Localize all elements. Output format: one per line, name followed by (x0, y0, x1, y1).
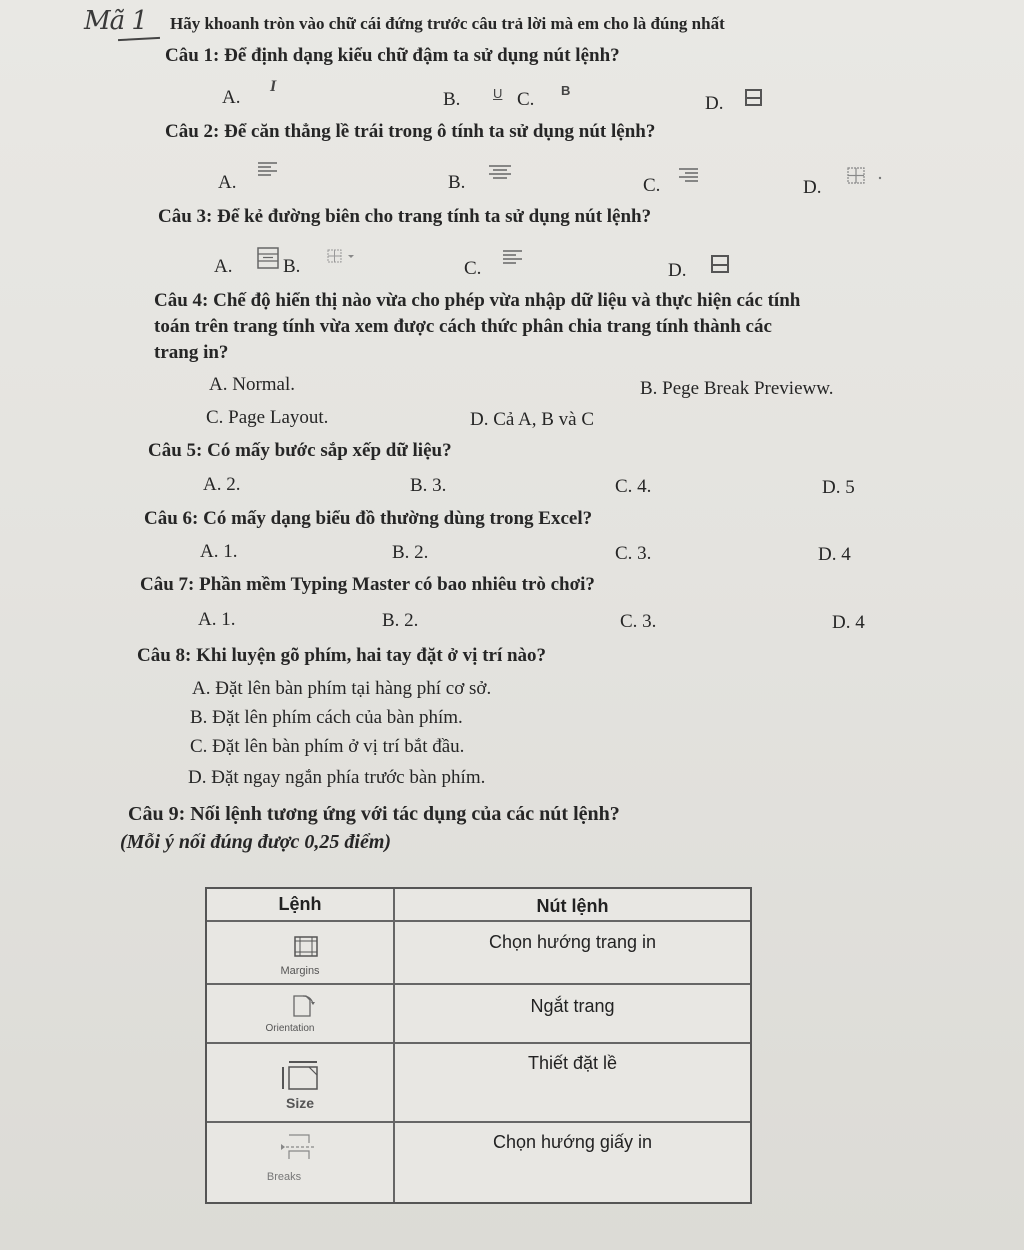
q3-option-c[interactable]: C. (464, 258, 482, 279)
margins-label: Margins (280, 965, 320, 977)
border-bottom-icon (710, 254, 732, 276)
q2-option-b[interactable]: B. (448, 172, 466, 193)
q2-option-a[interactable]: A. (218, 172, 237, 193)
breaks-icon (279, 1132, 319, 1162)
q3-option-b[interactable]: B. (283, 256, 301, 277)
align-center-icon (487, 163, 513, 181)
orientation-icon (291, 993, 319, 1019)
table-row-divider (207, 983, 750, 985)
margins-icon (293, 935, 319, 959)
question-4-title-line2: toán trên trang tính vừa xem được cách thức phân chia trang tính thành các (154, 316, 772, 337)
q7-option-c[interactable]: C. 3. (620, 611, 657, 632)
q1-option-d[interactable]: D. (705, 93, 724, 114)
q2-option-d[interactable]: D. (803, 177, 822, 198)
q4-option-b[interactable]: B. Pege Break Previeww. (640, 378, 834, 399)
q6-option-b[interactable]: B. 2. (392, 542, 429, 563)
question-9-title: Câu 9: Nối lệnh tương ứng với tác dụng của các nút lệnh? (128, 803, 620, 825)
q1-option-a[interactable]: A. (222, 87, 241, 108)
effect-row-4: Chọn hướng giấy in (493, 1132, 652, 1152)
handwritten-underline (118, 37, 160, 41)
effect-row-2: Ngắt trang (530, 996, 615, 1016)
q4-option-a[interactable]: A. Normal. (209, 374, 296, 395)
q8-option-d[interactable]: D. Đặt ngay ngắn phía trước bàn phím. (188, 767, 486, 788)
q7-option-a[interactable]: A. 1. (198, 609, 236, 630)
q5-option-d[interactable]: D. 5 (822, 477, 855, 498)
q3-option-d[interactable]: D. (668, 260, 687, 281)
question-5-title: Câu 5: Có mấy bước sắp xếp dữ liệu? (148, 440, 452, 461)
italic-icon: I (270, 78, 277, 95)
table-header-divider (207, 920, 750, 922)
align-left-icon (256, 160, 280, 178)
align-right-icon (677, 166, 701, 184)
size-label: Size (285, 1095, 314, 1111)
question-9-note: (Mỗi ý nối đúng được 0,25 điểm) (120, 831, 392, 853)
orientation-label: Orientation (265, 1023, 315, 1034)
q2-option-c[interactable]: C. (643, 175, 661, 196)
matching-table (205, 887, 752, 1204)
question-1-title: Câu 1: Để định dạng kiểu chữ đậm ta sử dụng nút lệnh? (165, 45, 620, 66)
q8-option-a[interactable]: A. Đặt lên bàn phím tại hàng phí cơ sở. (192, 678, 492, 699)
instruction: Hãy khoanh tròn vào chữ cái đứng trước câu trả lời mà em cho là đúng nhất (170, 14, 725, 33)
q5-option-b[interactable]: B. 3. (410, 475, 447, 496)
q8-option-c[interactable]: C. Đặt lên bàn phím ở vị trí bắt đầu. (190, 736, 465, 757)
question-4-title-line1: Câu 4: Chế độ hiển thị nào vừa cho phép vừa nhập dữ liệu và thực hiện các tính (154, 290, 801, 311)
question-2-title: Câu 2: Để căn thẳng lề trái trong ô tính ta sử dụng nút lệnh? (165, 121, 656, 142)
q1-option-c[interactable]: C. (517, 89, 535, 110)
size-icon (279, 1059, 323, 1091)
q3-option-a[interactable]: A. (214, 256, 233, 277)
q6-option-c[interactable]: C. 3. (615, 543, 652, 564)
q7-option-b[interactable]: B. 2. (382, 610, 419, 631)
breaks-label: Breaks (266, 1171, 302, 1183)
handwritten-code: Mã 1 (84, 6, 147, 36)
bold-icon: B (561, 83, 571, 98)
borders-dropdown-icon (846, 166, 886, 186)
table-header-command: Lệnh (278, 894, 322, 914)
question-3-title: Câu 3: Để kẻ đường biên cho trang tính ta sử dụng nút lệnh? (158, 206, 652, 227)
effect-row-1: Chọn hướng trang in (489, 932, 656, 952)
q7-option-d[interactable]: D. 4 (832, 612, 865, 633)
q4-option-c[interactable]: C. Page Layout. (206, 407, 329, 428)
question-4-title-line3: trang in? (154, 342, 229, 363)
borders-dropdown-icon-q3 (326, 248, 358, 266)
effect-row-3: Thiết đặt lề (527, 1053, 618, 1073)
q5-option-a[interactable]: A. 2. (203, 474, 241, 495)
table-row-divider (207, 1121, 750, 1123)
question-6-title: Câu 6: Có mấy dạng biểu đồ thường dùng trong Excel? (144, 508, 593, 529)
q4-option-d[interactable]: D. Cả A, B và C (470, 409, 595, 430)
q1-option-b[interactable]: B. (443, 89, 461, 110)
question-8-title: Câu 8: Khi luyện gõ phím, hai tay đặt ở vị trí nào? (137, 645, 547, 666)
border-icon (744, 88, 764, 108)
align-left-icon-q3 (501, 248, 525, 266)
q5-option-c[interactable]: C. 4. (615, 476, 652, 497)
q6-option-d[interactable]: D. 4 (818, 544, 851, 565)
q8-option-b[interactable]: B. Đặt lên phím cách của bàn phím. (190, 707, 463, 728)
q6-option-a[interactable]: A. 1. (200, 541, 238, 562)
underline-icon: U (493, 86, 503, 101)
table-header-button: Nút lệnh (536, 896, 609, 916)
table-row-divider (207, 1042, 750, 1044)
question-7-title: Câu 7: Phần mềm Typing Master có bao nhiêu trò chơi? (140, 574, 595, 595)
merge-icon (256, 246, 282, 270)
